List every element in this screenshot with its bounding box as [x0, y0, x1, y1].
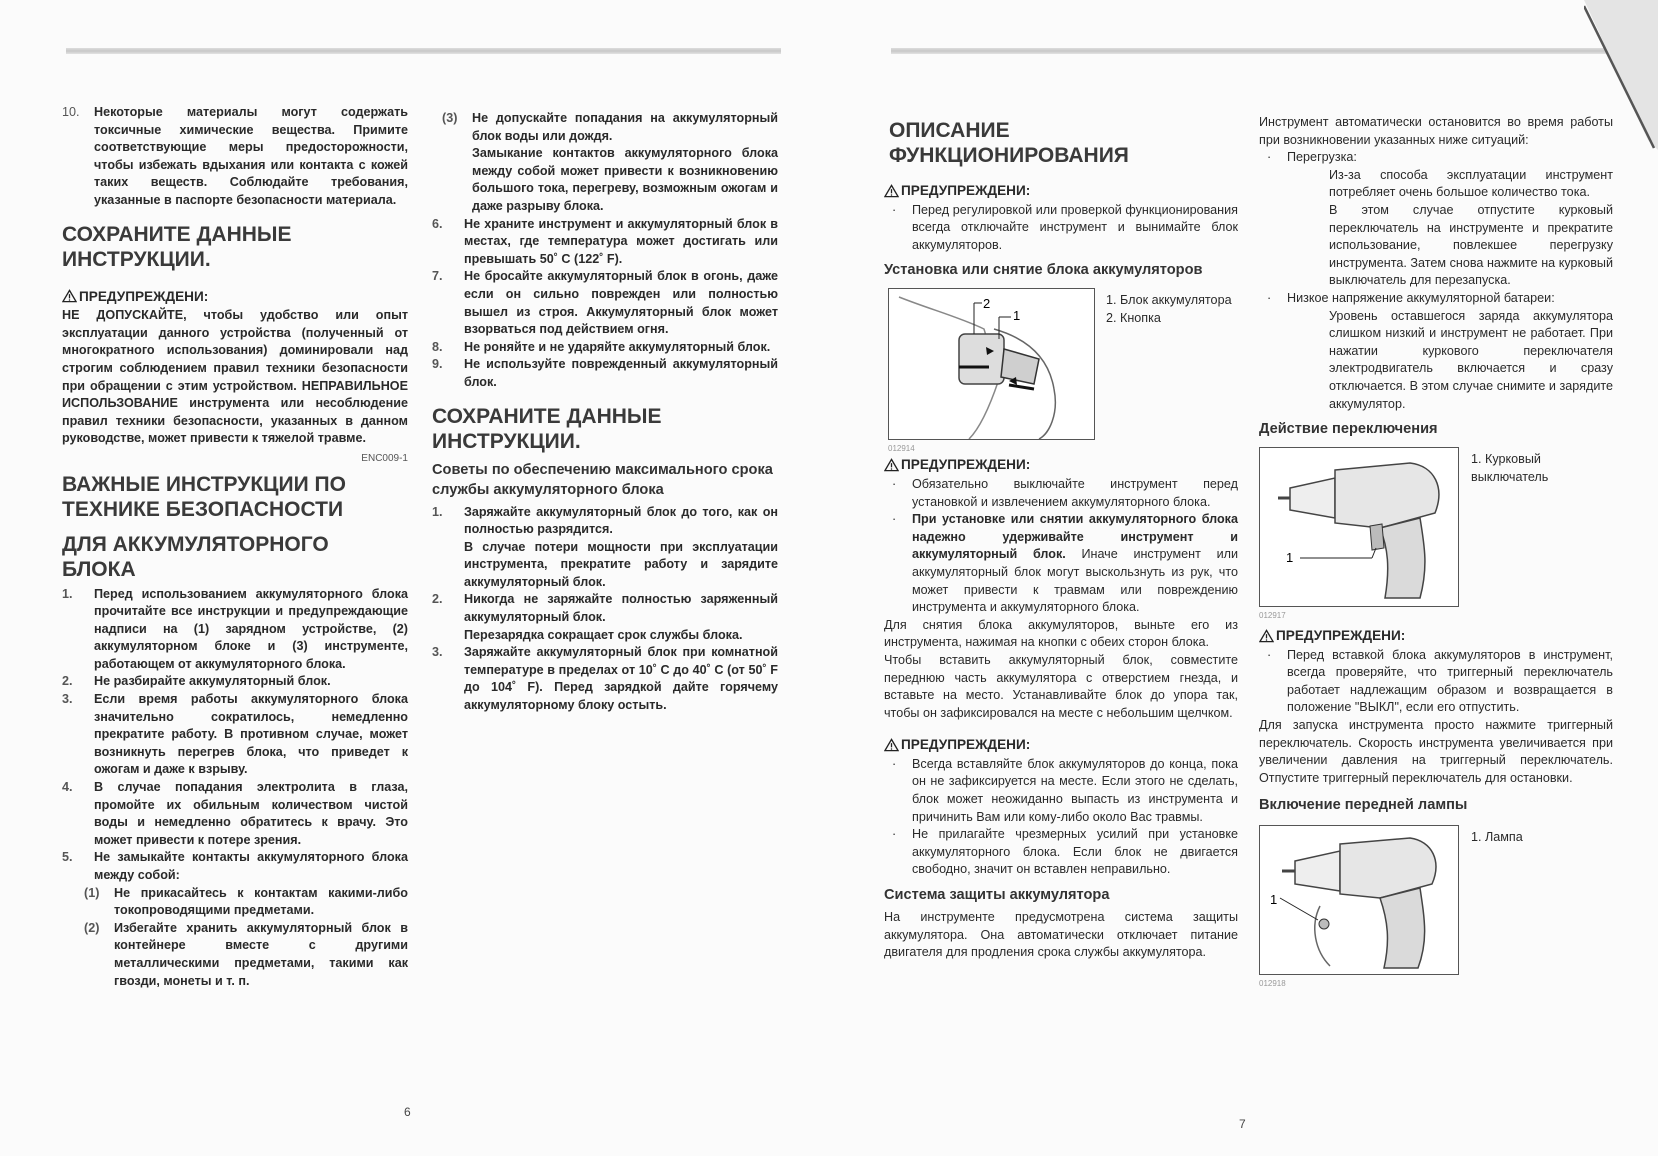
column-4 [1259, 114, 1613, 989]
list-item: 6. Не храните инструмент и аккумуляторный блок в местах, где температура может достигать или превышать 50˚ C (122˚ F). [432, 216, 778, 266]
column-1 [62, 104, 408, 990]
list-item: 1. Заряжайте аккумуляторный блок до того, как он полностью разрядится. В случае потери мощности при эксплуатации инструмента, прекратите работу и зарядите аккумуляторный блок. [432, 504, 778, 589]
lamp-illustration [1259, 825, 1459, 975]
warning-heading: ПРЕДУПРЕЖДЕНИ: [1259, 627, 1613, 645]
right-page [829, 0, 1658, 1156]
subsection-title: Включение передней лампы [1259, 797, 1468, 814]
switch-illustration [1259, 447, 1459, 607]
paragraph: В этом случае отпустите курковый переключатель на инструменте и прекратите использование, повлекшее перегрузку инструмента. Затем снова нажмите на курковый выключатель для перезапуска. [1329, 202, 1613, 288]
warning-heading: ПРЕДУПРЕЖДЕНИ: [884, 456, 1238, 474]
subsection-title: Установка или снятие блока аккумуляторов [884, 262, 1203, 279]
paragraph: Из-за способа эксплуатации инструмент потребляет очень большое количество тока. [1329, 167, 1613, 200]
column-3 [884, 118, 1238, 962]
list-item: 3. Если время работы аккумуляторного блока значительно сократилось, немедленно прекратите работу. В противном случае, может возникнуть перегрев блока, что приведет к ожогам и даже к взрыву. [62, 692, 408, 777]
svg-text:2: 2 [983, 296, 991, 312]
list-item: 10. Некоторые материалы могут содержать токсичные химические вещества. Примите соответствующие меры предосторожности, чтобы избежать вдыхания или контакта с кожей таких веществ. Соблюдайте требования, указанные в паспорте безопасности материала. [62, 105, 408, 207]
battery-illustration [888, 288, 1095, 440]
list-item: 1. Перед использованием аккумуляторного блока прочитайте все инструкции и предупреждающие надписи на (1) зарядном устройстве, (2) аккумуляторном блоке и (3) инструменте, работающем от аккумуляторного блока. [62, 586, 408, 671]
warning-triangle-icon [62, 289, 77, 303]
section-code: ENC009-1 [361, 452, 408, 464]
list-item: 8. Не роняйте и не ударяйте аккумуляторный блок. [432, 339, 771, 354]
list-item: 4. В случае попадания электролита в глаза, промойте их обильным количеством чистой воды и немедленно обратитесь к врачу. Это может привести к потере зрения. [62, 780, 408, 847]
paragraph: На инструменте предусмотрена система защиты аккумулятора. Она автоматически отключает питание двигателя для продления срока службы аккумулятора. [884, 910, 1238, 960]
drill-battery-drawing [889, 289, 1094, 439]
warning-triangle-icon [1259, 629, 1274, 643]
warning-heading: ПРЕДУПРЕЖДЕНИ: [884, 182, 1238, 200]
note-text: Замыкание контактов аккумуляторного блока между собой может привести к возникновению большого тока, перегреву, возможным ожогам и даже разрыву блока. [472, 146, 778, 213]
warning-triangle-icon [884, 458, 899, 472]
figure-switch [1259, 447, 1613, 619]
top-rule [66, 48, 781, 54]
svg-text:1: 1 [1286, 550, 1294, 566]
subsection-title: Советы по обеспечению максимального срока службы аккумуляторного блока [432, 461, 773, 498]
figure-code: 012914 [888, 444, 915, 454]
svg-text:1: 1 [1013, 308, 1021, 324]
list-item: 7. Не бросайте аккумуляторный блок в огонь, даже если он сильно поврежден или полностью вышел из строя. Аккумуляторный блок может взорваться под действием огня. [432, 269, 778, 337]
page-number: 6 [404, 1105, 411, 1119]
page-number: 7 [1239, 1117, 1246, 1131]
bullet-item: · Обязательно выключайте инструмент перед установкой и извлечением аккумуляторного блока. [892, 476, 1238, 509]
section-title: СОХРАНИТЕ ДАННЫЕ ИНСТРУКЦИИ. [62, 222, 292, 271]
warning-triangle-icon [884, 738, 899, 752]
warning-text: НЕ ДОПУСКАЙТЕ, чтобы удобство или опыт эксплуатации данного устройства (полученный от многократного использования) доминировали над строгим соблюдением правил техники безопасности при обращении с этим устройством. НЕПРАВИЛЬНОЕ ИСПОЛЬЗОВАНИЕ инструмента или несоблюдение правил техники безопасности, указанных в данном руководстве, может привести к тяжелой травме. [62, 308, 409, 446]
figure-battery [884, 288, 1238, 454]
column-2 [432, 110, 778, 715]
drill-lamp-drawing [1260, 826, 1458, 974]
warning-heading: ПРЕДУПРЕЖДЕНИ: [62, 288, 408, 306]
bullet-item: · Перегрузка: [1267, 150, 1357, 165]
list-item: 9. Не используйте поврежденный аккумуляторный блок. [432, 357, 778, 389]
paragraph: Для снятия блока аккумуляторов, выньте его из инструмента, нажимая на кнопки с обеих сторон блока. [884, 617, 1238, 650]
warning-heading: ПРЕДУПРЕЖДЕНИ: [884, 736, 1238, 754]
figure-lamp [1259, 825, 1613, 989]
bullet-item: · Низкое напряжение аккумуляторной батареи: [1267, 290, 1555, 305]
bullet-item: · Всегда вставляйте блок аккумуляторов до конца, пока он не зафиксируется на месте. Если этого не сделать, блок может неожиданно выпасть из инструмента и причинить Вам или кому-либо около Вас травмы. [892, 756, 1238, 824]
sub-list-item: (1) Не прикасайтесь к контактам какими-либо токопроводящими предметами. [84, 885, 408, 918]
top-rule [891, 48, 1658, 54]
figure-code: 012918 [1259, 979, 1286, 989]
sub-list-item: (2) Избегайте хранить аккумуляторный блок в контейнере вместе с другими металлическими предметами, такими как гвозди, монеты и т. п. [84, 920, 408, 988]
section-title: СОХРАНИТЕ ДАННЫЕ ИНСТРУКЦИИ. [432, 404, 662, 453]
list-item: 2. Не разбирайте аккумуляторный блок. [62, 674, 331, 689]
paragraph: Чтобы вставить аккумуляторный блок, совместите переднюю часть аккумулятора с отверстием гнезда, и вставьте на место. Устанавливайте блок до упора так, чтобы он зафиксировался на месте с небольшим щелчком. [884, 652, 1238, 720]
list-item: 3. Заряжайте аккумуляторный блок при комнатной температуре в пределах от 10˚ C до 40˚ C (от 50˚ F до 104˚ F). Перед зарядкой дайте горячему аккумуляторному блоку остыть. [432, 645, 778, 713]
svg-text:1: 1 [1270, 892, 1278, 908]
subsection-title: Система защиты аккумулятора [884, 887, 1110, 904]
paragraph: Уровень оставшегося заряда аккумулятора слишком низкий и инструмент не работает. При нажатии куркового переключателя электродвигатель включается и сразу отключается. В этом случае снимите и зарядите аккумулятор. [1329, 308, 1613, 411]
bullet-item: · Не прилагайте чрезмерных усилий при установке аккумуляторного блока. Если блок не двигается свободно, значит он вставлен неправильно. [892, 827, 1238, 877]
sub-list-item: (3) Не допускайте попадания на аккумуляторный блок воды или дождя. [442, 111, 778, 143]
section-title: ДЛЯ АККУМУЛЯТОРНОГО БЛОКА [62, 532, 329, 581]
paragraph: Для запуска инструмента просто нажмите триггерный переключатель. Скорость инструмента увеличивается при увеличении давления на триггерный переключатель. Отпустите триггерный переключатель для остановки. [1259, 718, 1613, 785]
bullet-item: · При установке или снятии аккумуляторного блока надежно удерживайте инструмент и аккумуляторный блок. Иначе инструмент или аккумуляторный блок могут выскользнуть из рук, что может привести к травмам или повреждению инструмента и аккумуляторного блока. [892, 512, 1238, 615]
figure-caption: 1. Лампа [1471, 830, 1523, 845]
bullet-item: · Перед регулировкой или проверкой функционирования всегда отключайте инструмент и вынимайте блок аккумуляторов. [892, 202, 1238, 252]
section-title: ВАЖНЫЕ ИНСТРУКЦИИ ПО ТЕХНИКЕ БЕЗОПАСНОСТИ [62, 472, 346, 521]
section-title: ОПИСАНИЕ ФУНКЦИОНИРОВАНИЯ [889, 119, 1129, 167]
figure-caption: 1. Курковый выключатель [1471, 452, 1549, 484]
warning-triangle-icon [884, 184, 899, 198]
bullet-item: · Перед вставкой блока аккумуляторов в инструмент, всегда проверяйте, что триггерный переключатель работает надлежащим образом и возвращается в положение "ВЫКЛ", если его отпустить. [1267, 647, 1613, 715]
drill-switch-drawing [1260, 448, 1458, 606]
figure-caption: 1. Блок аккумулятора 2. Кнопка [1106, 293, 1232, 325]
paragraph: Инструмент автоматически остановится во время работы при возникновении указанных ниже ситуаций: [1259, 115, 1613, 147]
list-item: 2. Никогда не заряжайте полностью заряженный аккумуляторный блок. Перезарядка сокращает срок службы блока. [432, 592, 778, 642]
subsection-title: Действие переключения [1259, 421, 1438, 438]
figure-code: 012917 [1259, 611, 1286, 621]
list-item: 5. Не замыкайте контакты аккумуляторного блока между собой: [62, 850, 408, 882]
